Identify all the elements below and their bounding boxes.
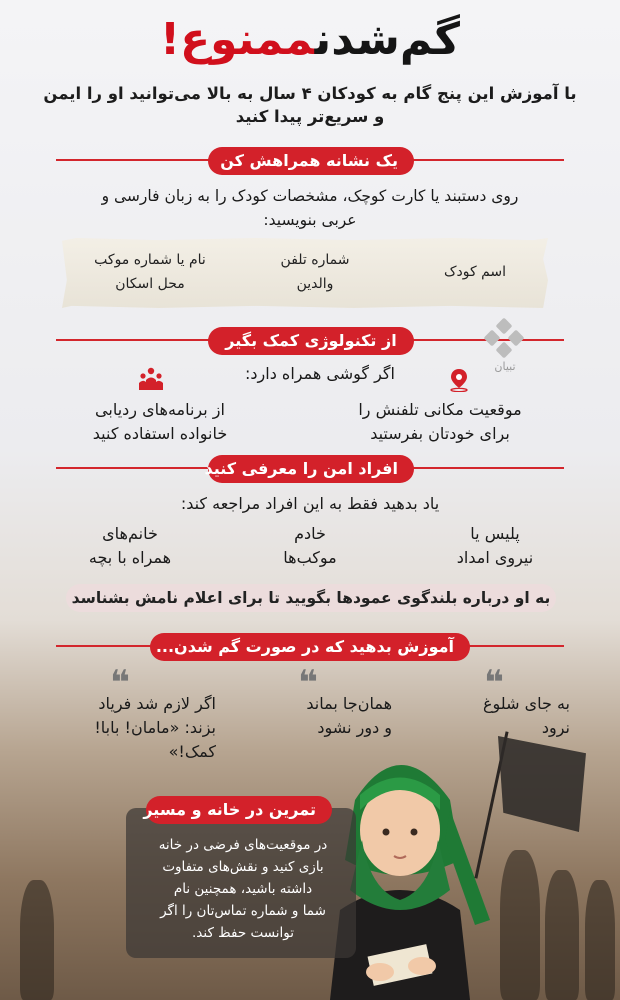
tip-shout-line1: اگر لازم شد فریاد xyxy=(98,694,216,713)
quote-icon-1: ❝ xyxy=(484,663,504,703)
safe-person-mothers xyxy=(50,522,210,570)
practice-line1: در موقعیت‌های فرضی در خانه xyxy=(158,837,328,853)
section2-heading: از تکنولوژی کمک بگیر xyxy=(208,327,414,355)
black-flag xyxy=(498,736,586,832)
title-part1: گم‌شدن xyxy=(314,14,460,65)
card-phone-line1: شماره تلفن xyxy=(280,252,350,268)
title-part2: ممنوع! xyxy=(160,14,315,65)
tip-shout-line2: بزند: «مامان! بابا! xyxy=(94,718,216,737)
section2-right-line1: موقعیت مکانی تلفنش را xyxy=(358,400,522,419)
tip-stay-line2: و دور نشود xyxy=(317,718,392,737)
tip-crowd-line1: به جای شلوغ xyxy=(482,694,570,713)
loudspeaker-banner: به او درباره بلندگوی عمودها بگویید تا برای اعلام نامش بشناسد xyxy=(66,584,556,612)
section1-text-line1: روی دستبند یا کارت کوچک، مشخصات کودک را به زبان فارسی و xyxy=(101,187,519,205)
practice-line2: بازی کنید و نقش‌های متفاوت xyxy=(162,859,324,875)
practice-line4: شما و شماره تماس‌تان را اگر xyxy=(160,903,326,919)
section2-intro: اگر گوشی همراه دارد: xyxy=(245,364,395,383)
section2-right xyxy=(340,398,540,446)
practice-line3: داشته باشید، همچنین نام xyxy=(173,881,313,897)
section2-left xyxy=(60,398,260,446)
quote-icon-2: ❝ xyxy=(298,663,318,703)
tip-crowd xyxy=(420,692,570,740)
card-mokeb-line2: محل اسکان xyxy=(115,276,185,292)
card-mokeb xyxy=(70,248,230,296)
servant-line2: موکب‌ها xyxy=(283,548,337,567)
tebyan-logo-text: تبیان xyxy=(494,360,516,373)
tip-shout xyxy=(40,692,216,764)
section2-right-line2: برای خودتان بفرستید xyxy=(370,424,510,443)
section3-intro: یاد بدهید فقط به این افراد مراجعه کند: xyxy=(180,494,440,513)
section2-left-line2: خانواده استفاده کنید xyxy=(92,424,228,443)
page-title xyxy=(0,8,620,72)
card-mokeb-line1: نام یا شماره موکب xyxy=(94,252,206,268)
safe-person-police xyxy=(420,522,570,570)
section1-heading: یک نشانه همراهش کن xyxy=(208,147,414,175)
police-line2: نیروی امداد xyxy=(456,548,534,567)
card-child-name: اسم کودک xyxy=(443,264,507,280)
subtitle-line1: با آموزش این پنج گام به کودکان ۴ سال به بالا می‌توانید او را ایمن xyxy=(43,84,577,103)
safe-person-servant xyxy=(240,522,380,570)
crowd-figure xyxy=(585,880,615,1000)
card-phone xyxy=(250,248,380,296)
section1-text-line2: عربی بنویسید: xyxy=(263,211,357,229)
section5-heading: تمرین در خانه و مسیر xyxy=(146,796,332,824)
mothers-line1: خانم‌های xyxy=(102,524,158,543)
tebyan-logo-icon xyxy=(482,318,526,362)
section2-left-line1: از برنامه‌های ردیابی xyxy=(95,400,225,419)
location-pin-icon xyxy=(448,368,470,392)
subtitle xyxy=(20,82,600,128)
family-tracking-icon xyxy=(138,366,164,392)
practice-line5: توانست حفظ کند. xyxy=(192,925,294,941)
tip-stay-line1: همان‌جا بماند xyxy=(306,694,392,713)
tip-stay xyxy=(232,692,392,740)
servant-line1: خادم xyxy=(294,524,326,543)
mothers-line2: همراه با بچه xyxy=(88,548,172,567)
crowd-figure xyxy=(545,870,579,1000)
crowd-figure xyxy=(500,850,540,1000)
tip-crowd-line2: نرود xyxy=(541,718,570,737)
crowd-figure xyxy=(20,880,54,1000)
subtitle-line2: و سریع‌تر پیدا کنید xyxy=(235,107,385,126)
card-phone-line2: والدین xyxy=(296,276,334,292)
quote-icon-3: ❝ xyxy=(110,663,130,703)
police-line1: پلیس یا xyxy=(470,524,520,543)
practice-text xyxy=(138,834,348,944)
section4-heading: آموزش بدهید که در صورت گم شدن... xyxy=(150,633,470,661)
section1-text xyxy=(40,184,580,232)
section3-heading: افراد امن را معرفی کنید xyxy=(208,455,414,483)
tip-shout-line3: کمک!» xyxy=(168,742,216,761)
